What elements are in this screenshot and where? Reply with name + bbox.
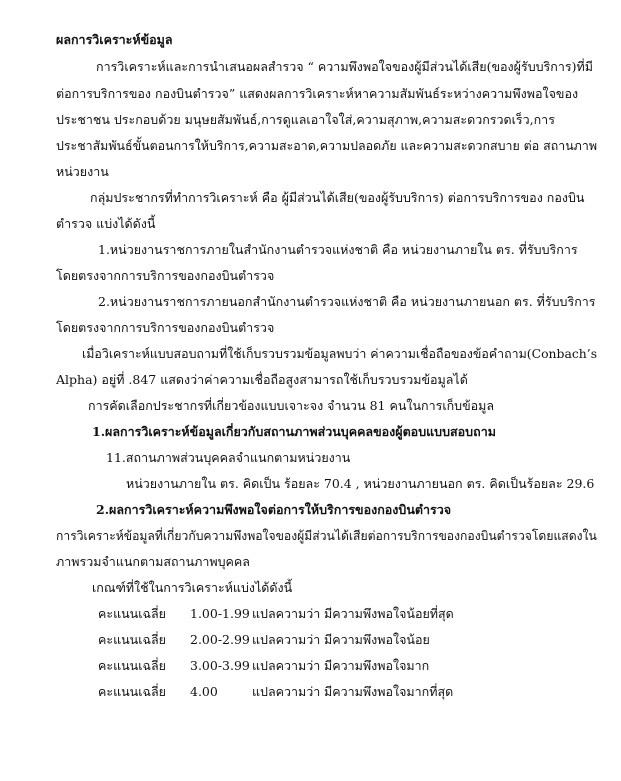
group-intro-line: ตำรวจ แบ่งได้ดังนี้ xyxy=(56,216,156,231)
scale-level: มีความพึงพอใจน้อย xyxy=(324,632,430,647)
intro-line: ประชาชน ประกอบด้วย มนุษยสัมพันธ์,การดูแลเอาใจใส่,ความสุภาพ,ความสะดวกรวดเร็ว,การ xyxy=(56,112,555,127)
scale-label: คะแนนเฉลี่ย xyxy=(98,606,166,621)
group-intro-line: กลุ่มประชากรที่ทำการวิเคราะห์ คือ ผู้มีส่วนได้เสีย(ของผู้รับบริการ) ต่อการบริการของ กองบิน xyxy=(90,190,585,205)
section-2-heading: 2.ผลการวิเคราะห์ความพึงพอใจต่อการให้บริการของกองบินตำรวจ xyxy=(96,502,452,517)
scale-label: คะแนนเฉลี่ย xyxy=(98,632,166,647)
criteria-intro: เกณฑ์ที่ใช้ในการวิเคราะห์แบ่งได้ดังนี้ xyxy=(92,580,293,595)
sample-line: การคัดเลือกประชากรที่เกี่ยวข้องแบบเจาะจง จำนวน 81 คนในการเก็บข้อมูล xyxy=(88,398,495,413)
group-item-1: 1.หน่วยงานราชการภายในสำนักงานตำรวจแห่งชาติ คือ หน่วยงานภายใน ตร. ที่รับบริการ xyxy=(98,242,578,257)
section-1-detail: หน่วยงานภายใน ตร. คิดเป็น ร้อยละ 70.4 , หน่วยงานภายนอก ตร. คิดเป็นร้อยละ 29.6 xyxy=(126,476,595,491)
group-item-2: 2.หน่วยงานราชการภายนอกสำนักงานตำรวจแห่งชาติ คือ หน่วยงานภายนอก ตร. ที่รับบริการ xyxy=(98,294,596,309)
intro-line: หน่วยงาน xyxy=(56,164,109,179)
scale-meaning: แปลความว่า xyxy=(252,684,321,699)
scale-meaning: แปลความว่า xyxy=(252,606,321,621)
section-1-sub: 11.สถานภาพส่วนบุคคลจำแนกตามหน่วยงาน xyxy=(106,450,351,465)
scale-range: 3.00-3.99 xyxy=(190,658,250,673)
group-item-1-cont: โดยตรงจากการบริการของกองบินตำรวจ xyxy=(56,268,275,283)
scale-range: 1.00-1.99 xyxy=(190,606,250,621)
section-2-body: การวิเคราะห์ข้อมูลที่เกี่ยวกับความพึงพอใจของผู้มีส่วนได้เสียต่อการบริการของกองบินตำรวจโดยแสดงใน xyxy=(56,528,597,543)
scale-level: มีความพึงพอใจน้อยที่สุด xyxy=(324,606,454,621)
scale-meaning: แปลความว่า xyxy=(252,632,321,647)
reliability-line: Alpha) อยู่ที่ .847 แสดงว่าค่าความเชื่อถือสูงสามารถใช้เก็บรวบรวมข้อมูลได้ xyxy=(56,372,468,387)
page-title: ผลการวิเคราะห์ข้อมูล xyxy=(56,32,173,47)
scale-level: มีความพึงพอใจมากที่สุด xyxy=(324,684,454,699)
intro-line: ประชาสัมพันธ์ขั้นตอนการให้บริการ,ความสะอาด,ความปลอดภัย และความสะดวกสบาย ต่อ สถานภาพ xyxy=(56,138,598,153)
scale-level: มีความพึงพอใจมาก xyxy=(324,658,430,673)
scale-meaning: แปลความว่า xyxy=(252,658,321,673)
scale-range: 2.00-2.99 xyxy=(190,632,250,647)
section-1-heading: 1.ผลการวิเคราะห์ข้อมูลเกี่ยวกับสถานภาพส่วนบุคคลของผู้ตอบแบบสอบถาม xyxy=(92,424,496,439)
intro-line: ต่อการบริการของ กองบินตำรวจ” แสดงผลการวิเคราะห์หาความสัมพันธ์ระหว่างความพึงพอใจของ xyxy=(56,86,579,101)
scale-label: คะแนนเฉลี่ย xyxy=(98,658,166,673)
reliability-line: เมื่อวิเคราะห์แบบสอบถามที่ใช้เก็บรวบรวมข้อมูลพบว่า ค่าความเชื่อถือของข้อคำถาม(Conbach’s xyxy=(82,346,598,361)
scale-range: 4.00 xyxy=(190,684,218,699)
intro-line: การวิเคราะห์และการนำเสนอผลสำรวจ “ ความพึงพอใจของผู้มีส่วนได้เสีย(ของผู้รับบริการ)ที่มี xyxy=(96,59,593,74)
section-2-body: ภาพรวมจำแนกตามสถานภาพบุคคล xyxy=(56,554,250,569)
scale-label: คะแนนเฉลี่ย xyxy=(98,684,166,699)
group-item-2-cont: โดยตรงจากการบริการของกองบินตำรวจ xyxy=(56,320,275,335)
